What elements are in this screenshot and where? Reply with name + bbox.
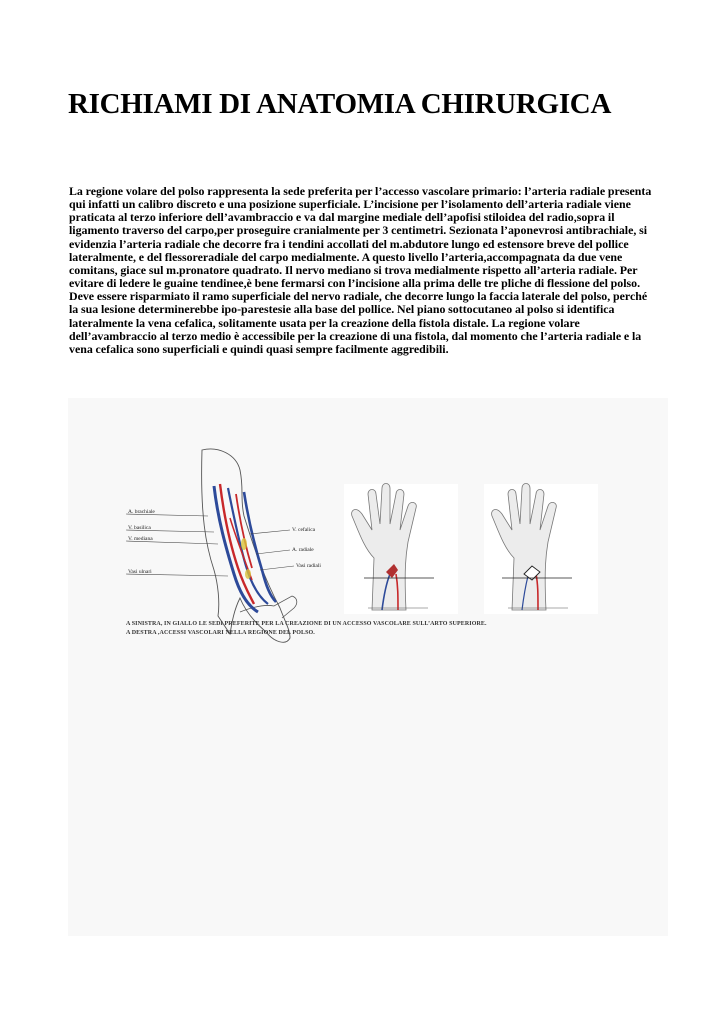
label-v-cefalica: V. cefalica xyxy=(292,527,316,533)
label-a-brachiale: A. brachiale xyxy=(128,509,155,515)
figure-caption xyxy=(126,620,646,638)
label-vasi-radiali: Vasi radiali xyxy=(296,563,321,569)
caption-line-1: A SINISTRA, IN GIALLO LE SEDI PREFERITE PER LA CREAZIONE DI UN ACCESSO VASCOLARE SULL’ARTO SUPERIORE. xyxy=(126,621,487,627)
body-paragraph: La regione volare del polso rappresenta la sede preferita per l’accesso vascolare primario: l’arteria radiale presenta qui infatti un calibro discreto e una posizione superficiale. L’incisione per l’isolamento dell’arteria radiale viene praticata al terzo inferiore dell’avambraccio e va dal margine mediale dell’apofisi stiloidea del radio,sopra il ligamento traverso del carpo,per proseguire cranialmente per 3 centimetri. Sezionata l’aponevrosi antibrachiale, si evidenzia l’arteria radiale che decorre fra i tendini accollati del m.abdutore lungo ed estensore breve del pollice lateralmente, e del flessoreradiale del carpo medialmente. A questo livello l’arteria,accompagnata da due vene comitans, giace sul m.pronatore quadrato. Il nervo mediano si trova medialmente rispetto all’arteria radiale. Per evitare di ledere le guaine tendinee,è bene fermarsi con l’incisione alla prima delle tre pliche di flessione del polso. Deve essere risparmiato il ramo superficiale del nervo radiale, che decorre lungo la faccia laterale del polso, perché la sua lesione determinerebbe ipo-parestesie alla base del pollice. Nel piano sottocutaneo al polso si identifica lateralmente la vena cefalica, solitamente usata per la creazione della fistola distale. La regione volare dell’avambraccio al terzo medio è accessibile per la creazione di una fistola, dal momento che l’arteria radiale e la vena cefalica sono superficiali e quindi quasi sempre facilmente aggredibili. xyxy=(69,184,652,356)
anatomy-figure xyxy=(68,398,668,936)
arm-diagram xyxy=(126,449,321,642)
wrist-diagram-left xyxy=(344,484,458,615)
label-a-radiale: A. radiale xyxy=(292,547,314,553)
label-v-basilica: V. basilica xyxy=(128,525,151,531)
page-title: RICHIAMI DI ANATOMIA CHIRURGICA xyxy=(68,88,612,120)
caption-line-2: A DESTRA ,ACCESSI VASCOLARI NELLA REGIONE DEL POLSO. xyxy=(126,630,315,636)
anatomy-illustration xyxy=(68,398,668,936)
label-vasi-ulnari: Vasi ulnari xyxy=(128,569,152,575)
wrist-diagram-right xyxy=(484,484,598,615)
label-v-mediana: V. mediana xyxy=(128,536,153,542)
